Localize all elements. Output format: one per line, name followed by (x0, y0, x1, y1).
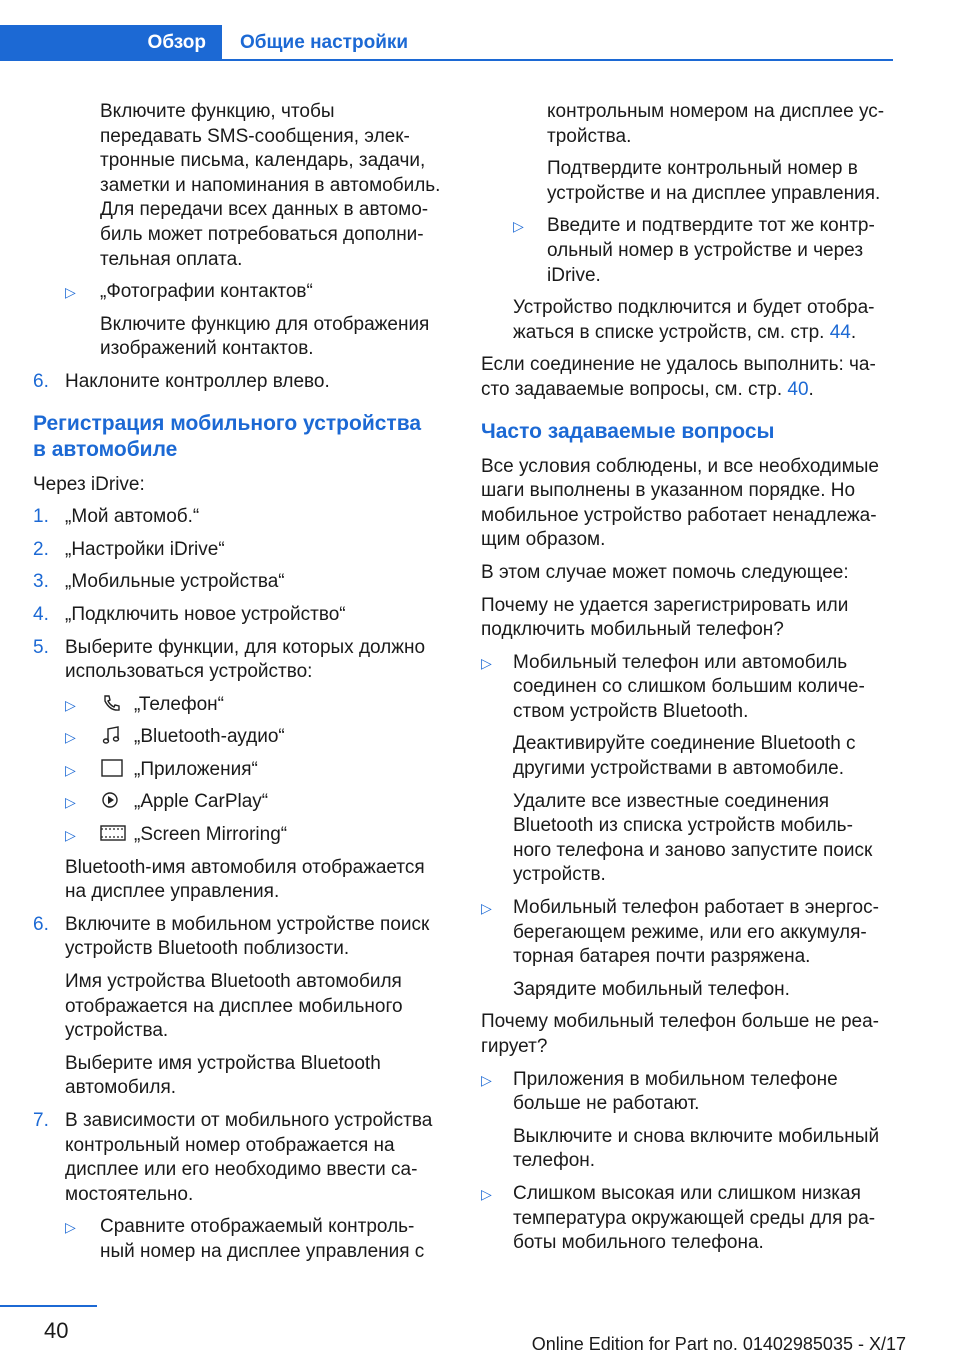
answer-4: ▷ Слишком высокая или слишком низкая температура окружающей среды для ра- боты мобильного телефона. (481, 1182, 876, 1254)
bt-name-info: Bluetooth-имя автомобиля отображается на дисплее управления. (65, 856, 425, 903)
question-1: Почему не удается зарегистрировать или подключить мобильный телефон? (481, 594, 849, 641)
header-rule (222, 59, 893, 61)
function-carplay: ▷ „Apple CarPlay“ (65, 791, 269, 813)
music-note-icon (100, 725, 128, 745)
triangle-bullet-icon: ▷ (65, 284, 76, 301)
connection-failed: Если соединение не удалось выполнить: ча- сто задаваемые вопросы, см. стр. 40. (481, 354, 876, 400)
edition-text: Online Edition for Part no. 01402985035 - X/17 (531, 1334, 906, 1354)
section-heading-registration: Регистрация мобильного устройства в автомобиле (33, 411, 422, 461)
compare-item: ▷ Сравните отображаемый контроль- ный номер на дисплее управления с (65, 1216, 425, 1262)
via-idrive: Через iDrive: (33, 473, 145, 495)
function-screen-mirroring: ▷ „Screen Mirroring“ (65, 824, 288, 846)
step-6b: 6. Включите в мобильном устройстве поиск устройств Bluetooth поблизости. (33, 913, 430, 960)
answer-2-para-2: Зарядите мобильный телефон. (513, 978, 790, 1000)
step-5: 5. Выберите функции, для которых должно использоваться устройство: (33, 636, 426, 683)
answer-1: ▷ Мобильный телефон или автомобиль соединен со слишком большим количе- ством устройств Bluetooth. (481, 651, 865, 722)
page-link-40[interactable]: 40 (787, 378, 809, 400)
screen-mirroring-icon (100, 823, 128, 843)
step-2: 2. „Настройки iDrive“ (33, 538, 225, 560)
left-column (33, 100, 451, 1273)
right-column (481, 100, 901, 1264)
page-link-44[interactable]: 44 (829, 321, 851, 343)
step-6b-para-2: Имя устройства Bluetooth автомобиля отображается на дисплее мобильного устройства. (65, 971, 403, 1042)
faq-help: В этом случае может помочь следующее: (481, 561, 849, 583)
section-heading-faq: Часто задаваемые вопросы (481, 419, 775, 443)
step-6: 6. Наклоните контроллер влево. (33, 370, 330, 392)
phone-icon (100, 693, 128, 713)
compare-continued: контрольным номером на дисплее ус- тройства. (547, 101, 885, 147)
device-connected: Устройство подключится и будет отобра- жаться в списке устройств, см. стр. 44. (513, 297, 875, 343)
answer-2: ▷ Мобильный телефон работает в энергос- берегающем режиме, или его аккумуля- торная батарея почти разряжена. (481, 897, 879, 968)
step-4: 4. „Подключить новое устройство“ (33, 603, 346, 625)
step-6b-para-3: Выберите имя устройства Bluetooth автомобиля. (65, 1052, 381, 1099)
confirm-code: Подтвердите контрольный номер в устройстве и на дисплее управления. (547, 158, 881, 204)
apps-icon (100, 758, 128, 778)
tab-general-settings[interactable]: Общие настройки (240, 32, 409, 53)
enter-code-item: ▷ Введите и подтвердите тот же контр- ольный номер в устройстве и через iDrive. (513, 215, 875, 286)
faq-intro: Все условия соблюдены, и все необходимые шаги выполнены в указанном порядке. Но мобильное устройство работает ненадлежа- щим образом. (481, 455, 879, 551)
function-phone: ▷ „Телефон“ (65, 693, 224, 715)
step-1: 1. „Мой автомоб.“ (33, 506, 200, 528)
photos-description: Включите функцию для отображения изображений контактов. (100, 313, 430, 360)
page-header (0, 25, 893, 61)
photos-item: ▷ „Фотографии контактов“ (33, 280, 451, 305)
question-2: Почему мобильный телефон больше не реа- гирует? (481, 1011, 879, 1057)
carplay-icon (100, 790, 128, 810)
page-number: 40 (44, 1318, 69, 1343)
answer-1-para-3: Удалите все известные соединения Bluetooth из списка устройств мобиль- ного телефона и заново запустите поиск устройств. (513, 790, 873, 886)
tab-overview[interactable]: Обзор (0, 25, 222, 61)
answer-1-para-2: Деактивируйте соединение Bluetooth с другими устройствами в автомобиле. (513, 733, 856, 780)
step-3: 3. „Мобильные устройства“ (33, 571, 285, 593)
function-bluetooth-audio: ▷ „Bluetooth-аудио“ (65, 726, 285, 748)
footer-rule (0, 1305, 97, 1307)
function-apps: ▷ „Приложения“ (65, 758, 258, 780)
sms-description: Включите функцию, чтобы передавать SMS-сообщения, элек- тронные письма, календарь, задачи, заметки и напоминания в автомобиль. Для передачи всех данных в автомо- биль может потребоваться дополни- тельная оплата. (100, 101, 441, 270)
answer-3-para-2: Выключите и снова включите мобильный телефон. (513, 1125, 880, 1172)
answer-3: ▷ Приложения в мобильном телефоне больше не работают. (481, 1068, 838, 1115)
step-7: 7. В зависимости от мобильного устройства контрольный номер отображается на дисплее или его необходимо ввести са- мостоятельно. (33, 1110, 433, 1205)
